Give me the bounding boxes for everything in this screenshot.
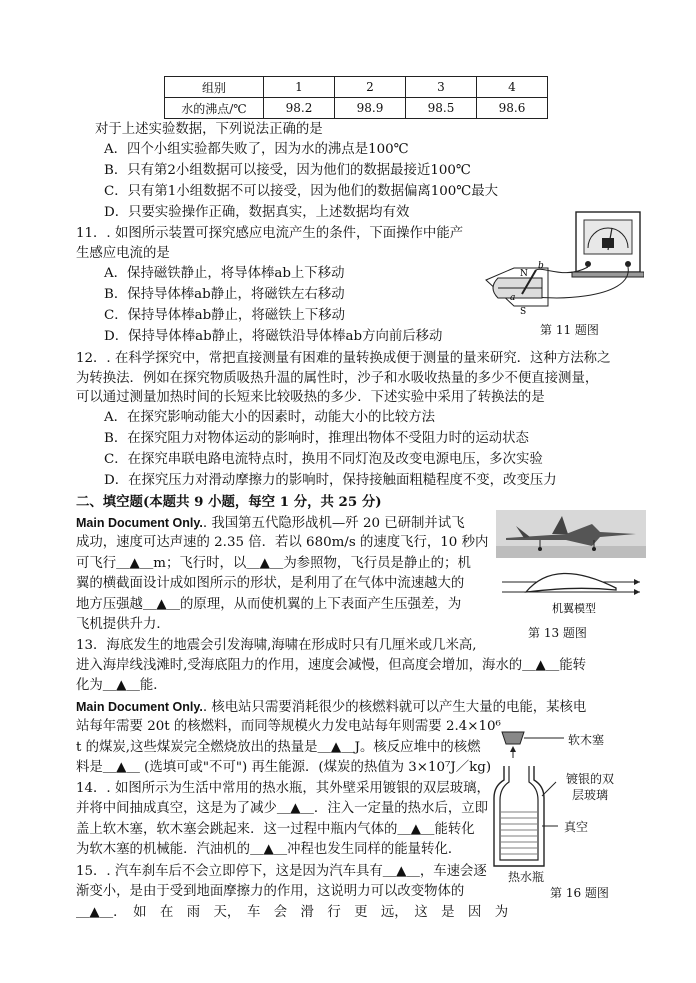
q11-stem-2: 生感应电流的是: [76, 246, 170, 261]
q13b-line-3: 化为＿▲＿能．: [76, 678, 167, 693]
table-row: [165, 77, 548, 98]
silvered-glass-label-2: 层玻璃: [572, 788, 609, 802]
q13-line-4: 翼的横截面设计成如图所示的形状，是利用了在气体中流速越大的: [76, 576, 465, 591]
main-document-only-marker: Main Document Only.: [76, 516, 203, 530]
q11-option-d: D．保持导体棒ab静止，将磁铁沿导体棒ab方向前后移动: [104, 329, 443, 344]
q13-line-3: 可飞行＿▲＿m；飞行时，以＿▲＿为参照物，飞行员是静止的；机: [76, 556, 471, 571]
q14-line-3: 盖上软木塞，软木塞会跳起来．这一过程中瓶内气体的＿▲＿能转化: [76, 822, 475, 837]
table-cell: 3: [406, 77, 477, 98]
q14-line-1: 14．. 如图所示为生活中常用的热水瓶，其外壁采用镀银的双层玻璃，: [76, 781, 490, 796]
table-cell: 98.9: [335, 98, 406, 119]
table-row: [165, 98, 548, 119]
table-cell: 组别: [165, 77, 264, 98]
q13-line-6: 飞机提供升力．: [76, 617, 170, 632]
q11-caption: 第 11 题图: [540, 323, 599, 337]
table-cell: 98.6: [477, 98, 548, 119]
q14a-line-3: t 的煤炭,这些煤炭完全燃烧放出的热量是＿▲＿J。核反应堆中的核燃: [76, 740, 481, 755]
cork-label: 软木塞: [568, 733, 605, 747]
q14-line-2: 并将中间抽成真空，这是为了减少＿▲＿．注入一定量的热水后，立即: [76, 801, 489, 816]
table-cell: 1: [264, 77, 335, 98]
q13b-line-2: 进入海岸线浅滩时,受海底阻力的作用，速度会减慢，但高度会增加，海水的＿▲＿能转: [76, 658, 587, 673]
table-cell: 98.2: [264, 98, 335, 119]
magnet-s-label: S: [520, 307, 527, 317]
jet-figure: [496, 510, 646, 620]
section-2-heading: 二、填空题(本题共 9 小题，每空 1 分，共 25 分): [76, 494, 382, 510]
q11-option-b: B．保持导体棒ab静止，将磁铁左右移动: [104, 287, 345, 302]
q14-line-4: 为软木塞的机械能．汽油机的＿▲＿冲程也发生同样的能量转化．: [76, 842, 462, 857]
q13-first-line: Main Document Only.. 我国第五代隐形战机—歼 20 已研制并试飞: [76, 516, 465, 531]
q13-caption: 第 13 题图: [528, 626, 587, 640]
q11-stem: 11．. 如图所示装置可探究感应电流产生的条件，下面操作中能产: [76, 226, 464, 241]
q10-stem: 对于上述实验数据，下列说法正确的是: [95, 122, 323, 137]
main-document-only-marker: Main Document Only.: [76, 700, 203, 714]
q16-caption: 第 16 题图: [550, 886, 609, 900]
q15-line-2: 渐变小，是由于受到地面摩擦力的作用，这说明力可以改变物体的: [76, 884, 465, 899]
boiling-point-table: [164, 76, 548, 119]
q10-option-d: D．只要实验操作正确，数据真实，上述数据均有效: [104, 205, 410, 220]
wing-model-label: 机翼模型: [552, 602, 596, 615]
rod-b-label: b: [538, 261, 544, 271]
q12-stem-2: 为转换法．例如在探究物质吸热升温的属性时，沙子和水吸收热量的多少不便直接测量，: [76, 371, 599, 386]
q12-stem-3: 可以通过测量加热时间的长短来比较吸热的多少．下述实验中采用了转换法的是: [76, 390, 545, 405]
q12-option-c: C．在探究串联电路电流特点时，换用不同灯泡及改变电源电压，多次实验: [104, 452, 543, 467]
table-cell: 2: [335, 77, 406, 98]
q11-option-a: A．保持磁铁静止，将导体棒ab上下移动: [104, 266, 345, 281]
thermos-label: 热水瓶: [508, 870, 545, 884]
galvanometer-figure: [484, 210, 644, 320]
q15-line-1: 15．. 汽车刹车后不会立即停下，这是因为汽车具有＿▲＿，车速会逐: [76, 864, 487, 879]
q10-option-a: A．四个小组实验都失败了，因为水的沸点是100℃: [104, 142, 409, 157]
q10-option-b: B．只有第2小组数据可以接受，因为他们的数据最接近100℃: [104, 163, 471, 178]
table-cell: 水的沸点/℃: [165, 98, 264, 119]
q14a-first-line: Main Document Only.. 核电站只需要消耗很少的核燃料就可以产生大量的电能，某核电: [76, 700, 587, 715]
q14a-line-4: 料是＿▲＿ (选填可或"不可") 再生能源．(煤炭的热值为 3×10⁷J／kg): [76, 760, 492, 775]
table-cell: 4: [477, 77, 548, 98]
vacuum-label: 真空: [564, 820, 589, 834]
q12-option-d: D．在探究压力对滑动摩擦力的影响时，保持接触面粗糙程度不变，改变压力: [104, 473, 557, 488]
q10-option-c: C．只有第1小组数据不可以接受，因为他们的数据偏离100℃最大: [104, 184, 499, 199]
q13b-line-1: 13．海底发生的地震会引发海啸,海啸在形成时只有几厘米或几米高,: [76, 638, 477, 653]
q12-option-a: A．在探究影响动能大小的因素时，动能大小的比较方法: [104, 410, 436, 425]
q11-option-c: C．保持导体棒ab静止，将磁铁上下移动: [104, 308, 346, 323]
q13-line-5: 地方压强越＿▲＿的原理，从而使机翼的上下表面产生压强差，为: [76, 597, 462, 612]
silvered-glass-label-1: 镀银的双: [566, 772, 615, 786]
magnet-n-label: N: [520, 269, 528, 279]
q12-option-b: B．在探究阻力对物体运动的影响时，推理出物体不受阻力时的运动状态: [104, 431, 529, 446]
q15-line-3: ＿▲＿． 如 在 雨 天， 车 会 滑 行 更 远， 这 是 因 为: [76, 905, 509, 920]
table-cell: 98.5: [406, 98, 477, 119]
q14a-line-2: 站每年需要 20t 的核燃料，而同等规模火力发电站每年则需要 2.4×10⁶: [76, 719, 501, 734]
q13-line-2: 成功，速度可达声速的 2.35 倍．若以 680m/s 的速度飞行，10 秒内: [76, 535, 489, 550]
rod-a-label: a: [510, 293, 516, 303]
q12-stem-1: 12．. 在科学探究中，常把直接测量有困难的量转换成便于测量的量来研究．这种方法称之: [76, 351, 611, 366]
